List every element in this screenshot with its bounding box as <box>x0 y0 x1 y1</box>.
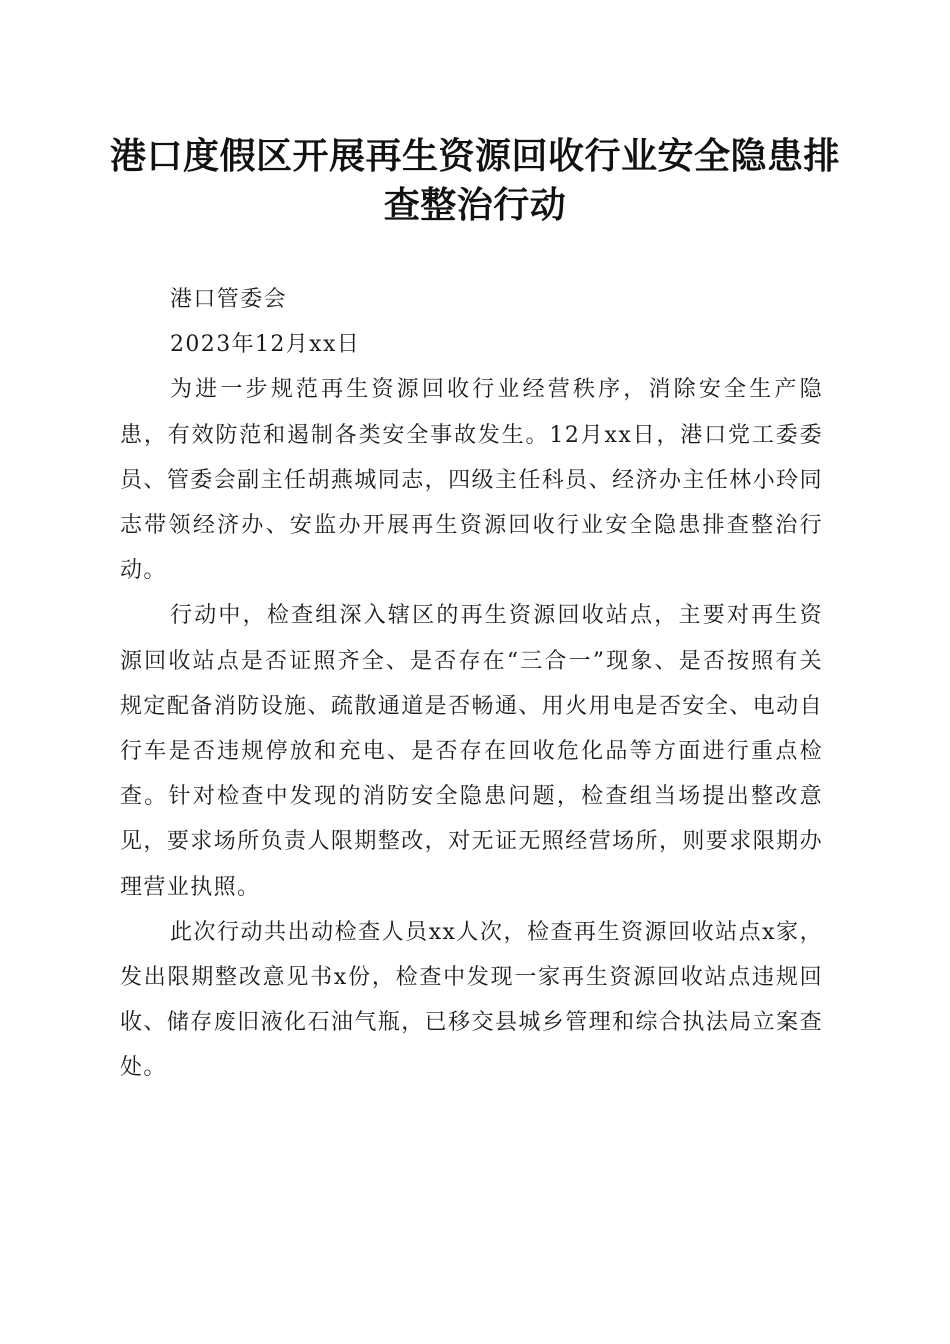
paragraph-2: 行动中，检查组深入辖区的再生资源回收站点，主要对再生资源回收站点是否证照齐全、是否存在“三合一”现象、是否按照有关规定配备消防设施、疏散通道是否畅通、用火用电是否安全、电动自行车是否违规停放和充电、是否存在回收危化品等方面进行重点检查。针对检查中发现的消防安全隐患问题，检查组当场提出整改意见，要求场所负责人限期整改，对无证无照经营场所，则要求限期办理营业执照。 <box>120 603 823 900</box>
document-title: 港口度假区开展再生资源回收行业安全隐患排查整治行动 <box>110 135 841 226</box>
paragraph-1: 为进一步规范再生资源回收行业经营秩序，消除安全生产隐患，有效防范和遏制各类安全事故发生。12月xx日，港口党工委委员、管委会副主任胡燕城同志，四级主任科员、经济办主任林小玲同志带领经济办、安监办开展再生资源回收行业安全隐患排查整治行动。 <box>120 377 823 584</box>
document-body <box>120 277 823 1091</box>
date-line: 2023年12月xx日 <box>170 332 361 358</box>
paragraph-3: 此次行动共出动检查人员xx人次，检查再生资源回收站点x家，发出限期整改意见书x份，检查中发现一家再生资源回收站点违规回收、储存废旧液化石油气瓶，已移交县城乡管理和综合执法局立案查处。 <box>120 919 823 1081</box>
author-line: 港口管委会 <box>170 287 288 312</box>
